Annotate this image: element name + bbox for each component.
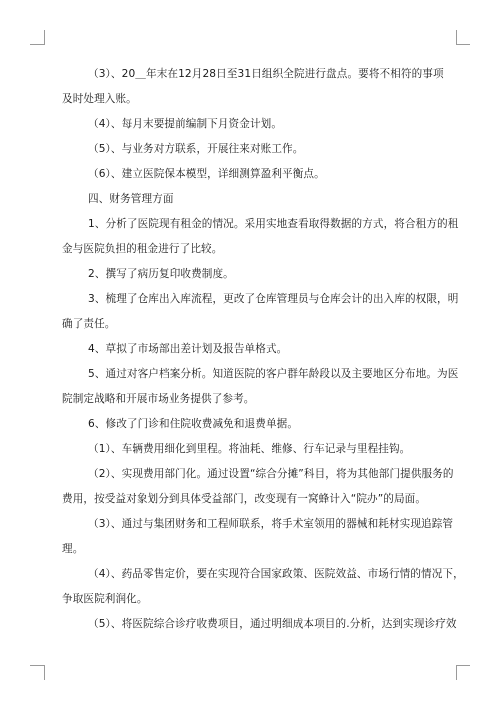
text-line: 院制定战略和开展市场业务提供了参考。 bbox=[62, 393, 255, 405]
text-line: 2、撰写了病历复印收费制度。 bbox=[88, 268, 234, 280]
crop-mark-top-left-h bbox=[30, 44, 44, 45]
text-line: （3）、通过与集团财务和工程师联系，将手术室领用的器械和耗材实现追踪管 bbox=[88, 518, 454, 530]
crop-mark-bottom-left-v bbox=[44, 665, 45, 680]
crop-mark-top-right-v bbox=[456, 30, 457, 45]
crop-mark-top-left-v bbox=[44, 30, 45, 45]
crop-mark-bottom-left-h bbox=[30, 665, 44, 666]
text-line: 费用，按受益对象划分到具体受益部门，改变现有一窝蜂计入“院办”的局面。 bbox=[62, 493, 427, 505]
text-line: （2）、实现费用部门化。通过设置“综合分摊”科目，将为其他部门提供服务的 bbox=[88, 468, 454, 480]
text-line: （6）、建立医院保本模型，详细测算盈利平衡点。 bbox=[88, 168, 325, 180]
text-line: 1、分析了医院现有租金的情况。采用实地查看取得数据的方式，将合租方的租 bbox=[88, 218, 459, 230]
text-line: 3、梳理了仓库出入库流程，更改了仓库管理员与仓库会计的出入库的权限，明 bbox=[88, 293, 459, 305]
document-body bbox=[62, 62, 464, 637]
text-line: （5）、与业务对方联系，开展往来对账工作。 bbox=[88, 143, 304, 155]
text-line: （1）、车辆费用细化到里程。将油耗、维修、行车记录与里程挂钩。 bbox=[88, 443, 411, 455]
text-line: （4）、药品零售定价，要在实现符合国家政策、医院效益、市场行情的情况下， bbox=[88, 568, 464, 580]
text-line: 理。 bbox=[62, 543, 84, 555]
crop-mark-bottom-right-v bbox=[456, 665, 457, 680]
text-line: 争取医院利润化。 bbox=[62, 593, 148, 605]
text-line: 4、草拟了市场部出差计划及报告单格式。 bbox=[88, 343, 288, 355]
crop-mark-bottom-right-h bbox=[456, 665, 470, 666]
text-line: （3）、20＿年末在12月28日至31日组织全院进行盘点。要将不相符的事项 bbox=[88, 68, 444, 80]
text-line: （5）、将医院综合诊疗收费项目，通过明细成本项目的.分析，达到实现诊疗效 bbox=[88, 618, 457, 630]
section-heading: 四、财务管理方面 bbox=[88, 193, 174, 205]
text-line: 及时处理入账。 bbox=[62, 93, 137, 105]
crop-mark-top-right-h bbox=[456, 44, 470, 45]
text-line: （4）、每月末要提前编制下月资金计划。 bbox=[88, 118, 283, 130]
text-line: 5、通过对客户档案分析。知道医院的客户群年龄段以及主要地区分布地。为医 bbox=[88, 368, 459, 380]
text-line: 金与医院负担的租金进行了比较。 bbox=[62, 243, 223, 255]
text-line: 6、修改了门诊和住院收费减免和退费单据。 bbox=[88, 418, 299, 430]
text-line: 确了责任。 bbox=[62, 318, 116, 330]
